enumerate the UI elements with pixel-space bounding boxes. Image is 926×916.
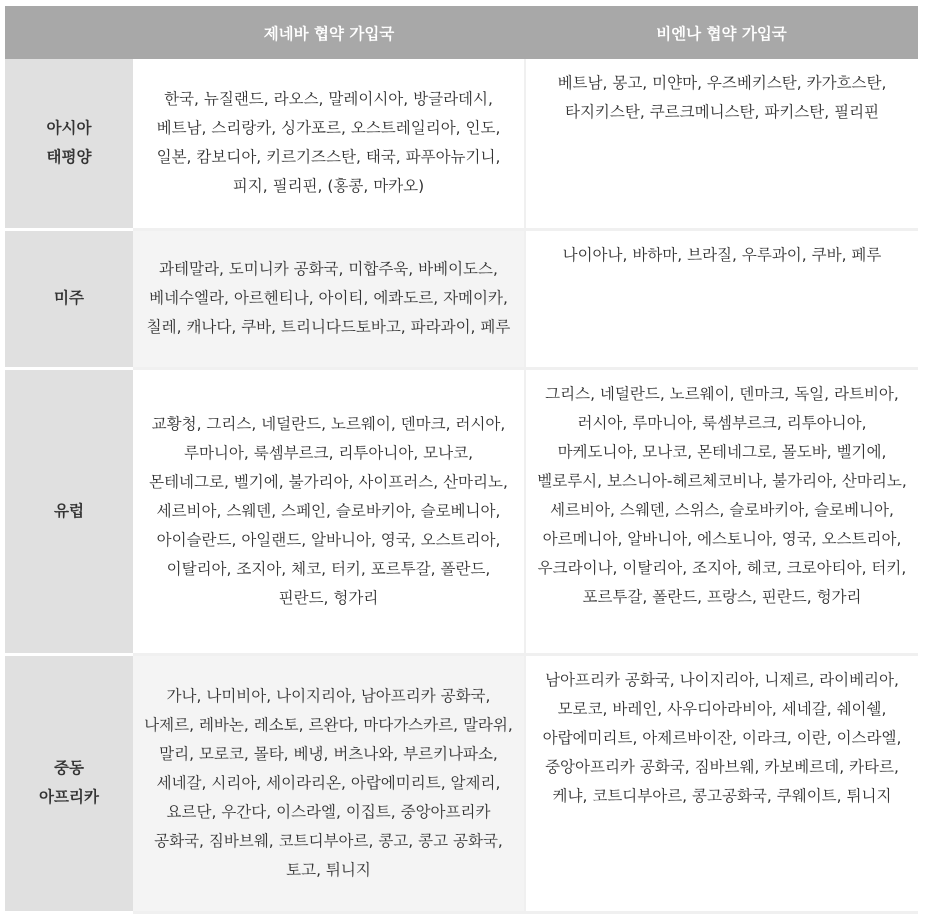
treaty-table-container [5,6,918,914]
header-row [5,6,918,59]
header-geneva: 제네바 협약 가입국 [133,6,525,59]
geneva-members-middle-east-africa: 가나, 나미비아, 나이지리아, 남아프리카 공화국, 나제르, 레바논, 레소토, 르완다, 마다가스카르, 말라위, 말리, 모로코, 몰타, 베냉, 버츠나와, 부르키나파소, 세네갈, 시리아, 세이라리온, 아랍에미리트, 알제리, 요르단, 우간다, 이스라엘, 이집트, 중앙아프리카 공화국, 짐바브웨, 코트디부아르, 콩고, 콩고 공화국, 토고, 튀니지 [133,654,525,912]
geneva-members-asia-pacific: 한국, 뉴질랜드, 라오스, 말레이시아, 방글라데시, 베트남, 스리랑카, 싱가포르, 오스트레일리아, 인도, 일본, 캄보디아, 키르기즈스탄, 태국, 파푸아뉴기니, 피지, 필리핀, (홍콩, 마카오) [133,59,525,229]
table-body [5,59,918,912]
vienna-members-asia-pacific: 베트남, 몽고, 미얀마, 우즈베키스탄, 카가흐스탄, 타지키스탄, 쿠르크메니스탄, 파키스탄, 필리핀 [525,59,918,229]
header-corner-cell [5,6,133,59]
region-europe: 유럽 [5,368,133,654]
table-row [5,59,918,229]
treaty-member-table [5,6,918,914]
region-asia-pacific: 아시아 태평양 [5,59,133,229]
table-row [5,654,918,912]
region-americas: 미주 [5,229,133,368]
vienna-members-middle-east-africa: 남아프리카 공화국, 나이지리아, 니제르, 라이베리아, 모로코, 바레인, 사우디아라비아, 세네갈, 쉐이쉘, 아랍에미리트, 아제르바이잔, 이라크, 이란, 이스라엘, 중앙아프리카 공화국, 짐바브웨, 카보베르데, 카타르, 케냐, 코트디부아르, 콩고공화국, 쿠웨이트, 튀니지 [525,654,918,912]
vienna-members-europe: 그리스, 네덜란드, 노르웨이, 덴마크, 독일, 라트비아, 러시아, 루마니아, 룩셈부르크, 리투아니아, 마케도니아, 모나코, 몬테네그로, 몰도바, 벨기에, 벨로루시, 보스니아-헤르체코비나, 불가리아, 산마리노, 세르비아, 스웨덴, 스위스, 슬로바키아, 슬로베니아, 아르메니아, 알바니아, 에스토니아, 영국, 오스트리아, 우크라이나, 이탈리아, 조지아, 헤코, 크로아티아, 터키, 포르투갈, 폴란드, 프랑스, 핀란드, 헝가리 [525,368,918,654]
geneva-members-americas: 과테말라, 도미니카 공화국, 미합주욱, 바베이도스, 베네수엘라, 아르헨티나, 아이티, 에콰도르, 자메이카, 칠레, 캐나다, 쿠바, 트리니다드토바고, 파라과이, 페루 [133,229,525,368]
table-row [5,229,918,368]
header-vienna: 비엔나 협약 가입국 [525,6,918,59]
table-header [5,6,918,59]
geneva-members-europe: 교황청, 그리스, 네덜란드, 노르웨이, 덴마크, 러시아, 루마니아, 룩셈부르크, 리투아니아, 모나코, 몬테네그로, 벨기에, 불가리아, 사이프러스, 산마리노, 세르비아, 스웨덴, 스페인, 슬로바키아, 슬로베니아, 아이슬란드, 아일랜드, 알바니아, 영국, 오스트리아, 이탈리아, 조지아, 체코, 터키, 포르투갈, 폴란드, 핀란드, 헝가리 [133,368,525,654]
vienna-members-americas: 나이아나, 바하마, 브라질, 우루과이, 쿠바, 페루 [525,229,918,368]
region-middle-east-africa: 중동 아프리카 [5,654,133,912]
table-row [5,368,918,654]
